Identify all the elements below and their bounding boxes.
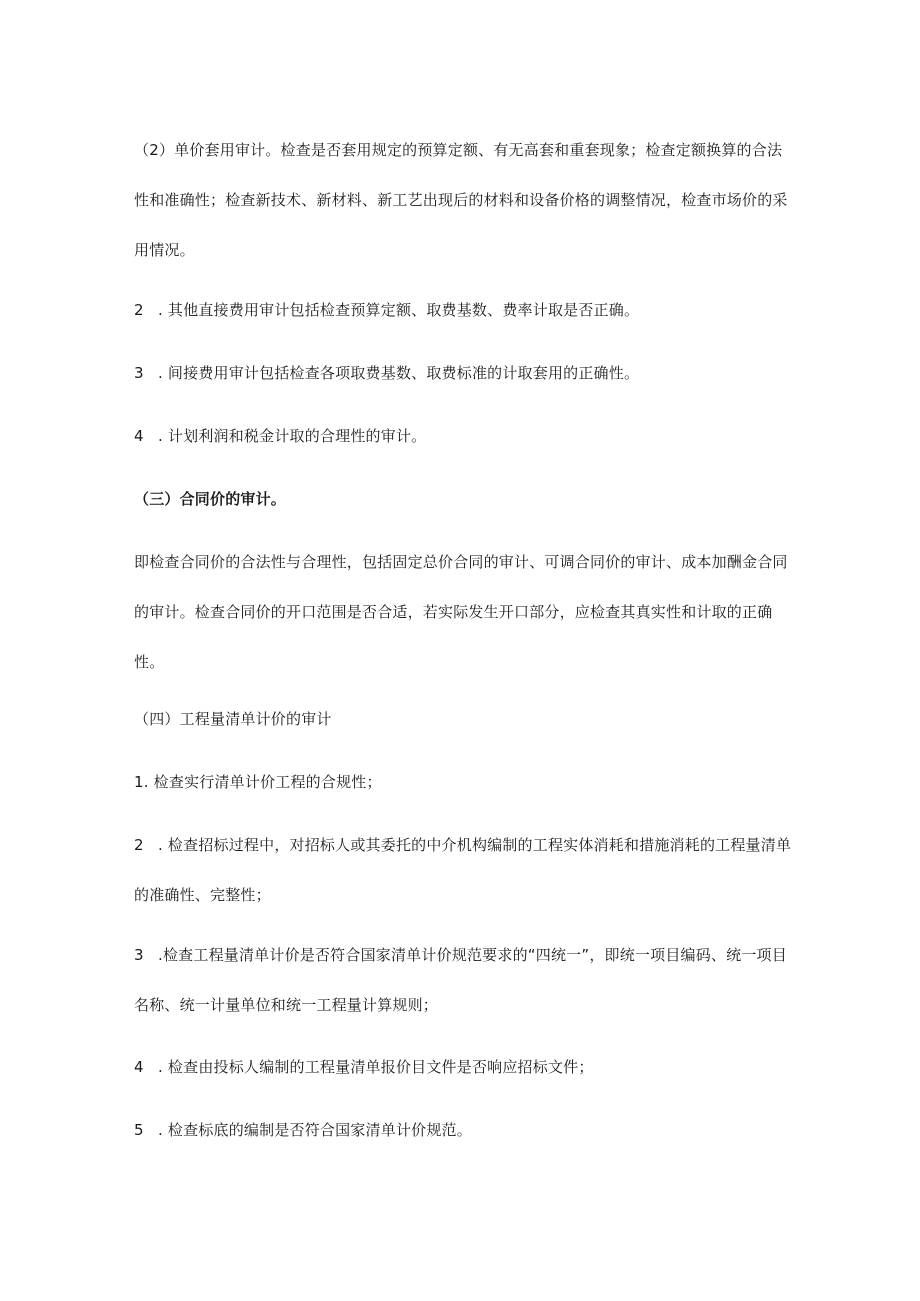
list-item-text: .检查工程量清单计价是否符合国家清单计价规范要求的“四统一”，即统一项目编码、统一项目名称、统一计量单位和统一工程量计算规则； <box>134 946 787 1014</box>
paragraph-contract-price-audit <box>134 537 794 687</box>
list-number: 4 <box>134 427 144 445</box>
list-item-text: 1. 检查实行清单计价工程的合规性； <box>134 773 382 791</box>
list-item-four-unifications <box>134 930 794 1030</box>
paragraph-text: 即检查合同价的合法性与合理性，包括固定总价合同的审计、可调合同价的审计、成本加酬金合同的审计。检查合同价的开口范围是否合适，若实际发生开口部分，应检查其真实性和计取的正确性。 <box>134 553 788 671</box>
list-item-text: . 检查标底的编制是否符合国家清单计价规范。 <box>158 1121 472 1139</box>
list-item-profit-tax <box>134 411 794 461</box>
list-item-bid-response <box>134 1042 794 1092</box>
list-item-compliance <box>134 757 794 807</box>
section-heading-contract-price <box>134 474 794 524</box>
heading-text: （三）合同价的审计。 <box>134 490 287 508</box>
paragraph-unit-price-audit <box>134 125 794 275</box>
list-number: 2 <box>134 301 144 319</box>
list-item-text: . 间接费用审计包括检查各项取费基数、取费标准的计取套用的正确性。 <box>158 364 640 382</box>
list-number: 3 <box>134 946 144 964</box>
list-number: 4 <box>134 1058 144 1076</box>
list-item-text: . 其他直接费用审计包括检查预算定额、取费基数、费率计取是否正确。 <box>158 301 640 319</box>
list-item-text: . 检查由投标人编制的工程量清单报价目文件是否响应招标文件； <box>158 1058 594 1076</box>
list-item-base-price <box>134 1105 794 1155</box>
list-item-tender-process <box>134 820 794 920</box>
heading-text: （四）工程量清单计价的审计 <box>134 710 332 728</box>
list-number: 2 <box>134 836 144 854</box>
section-heading-bill-of-quantities <box>134 694 794 744</box>
paragraph-text: （2）单价套用审计。检查是否套用规定的预算定额、有无高套和重套现象；检查定额换算的合法性和准确性；检查新技术、新材料、新工艺出现后的材料和设备价格的调整情况，检查市场价的采用情况。 <box>134 141 788 259</box>
list-item-text: . 检查招标过程中，对招标人或其委托的中介机构编制的工程实体消耗和措施消耗的工程量清单的准确性、完整性； <box>134 836 792 904</box>
list-number: 5 <box>134 1121 144 1139</box>
list-number: 3 <box>134 364 144 382</box>
list-item-other-direct-costs <box>134 285 794 335</box>
list-item-indirect-costs <box>134 348 794 398</box>
list-item-text: . 计划利润和税金计取的合理性的审计。 <box>158 427 427 445</box>
